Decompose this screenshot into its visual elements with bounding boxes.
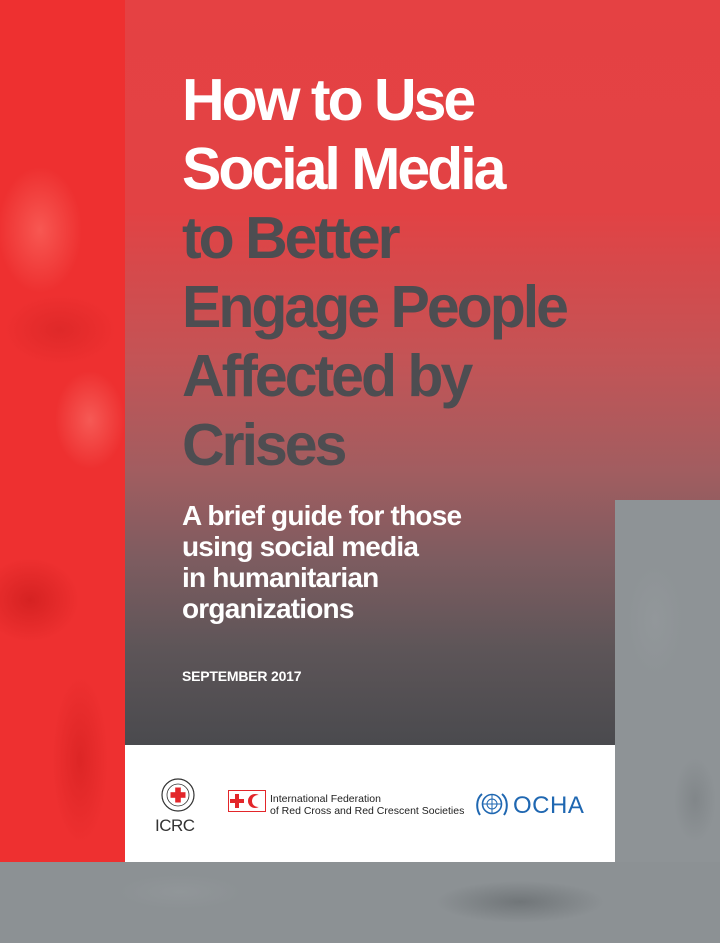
title-line: Affected by xyxy=(182,343,471,409)
ifrc-emblem-icon xyxy=(228,790,266,812)
title-line: to Better xyxy=(182,205,398,271)
subtitle-line: using social media xyxy=(182,531,419,562)
subtitle-line: in humanitarian xyxy=(182,562,379,593)
ocha-label: OCHA xyxy=(513,792,585,819)
subtitle-line: A brief guide for those xyxy=(182,500,462,531)
subtitle-line: organizations xyxy=(182,593,354,624)
bottom-gray-strip xyxy=(0,862,720,943)
title-line: Crises xyxy=(182,412,345,478)
un-emblem-icon xyxy=(476,791,508,819)
title-line: How to Use xyxy=(182,67,474,133)
cover-subtitle xyxy=(182,500,562,624)
title-line: Social Media xyxy=(182,136,504,202)
icrc-label: ICRC xyxy=(155,816,195,835)
ifrc-label-line: International Federation xyxy=(270,793,381,805)
left-texture-panel xyxy=(0,0,125,862)
title-line: Engage People xyxy=(182,274,566,340)
cover-title xyxy=(182,66,566,480)
ifrc-label xyxy=(270,793,464,817)
ifrc-label-line: of Red Cross and Red Crescent Societies xyxy=(270,805,465,817)
publication-date: SEPTEMBER 2017 xyxy=(182,668,302,684)
